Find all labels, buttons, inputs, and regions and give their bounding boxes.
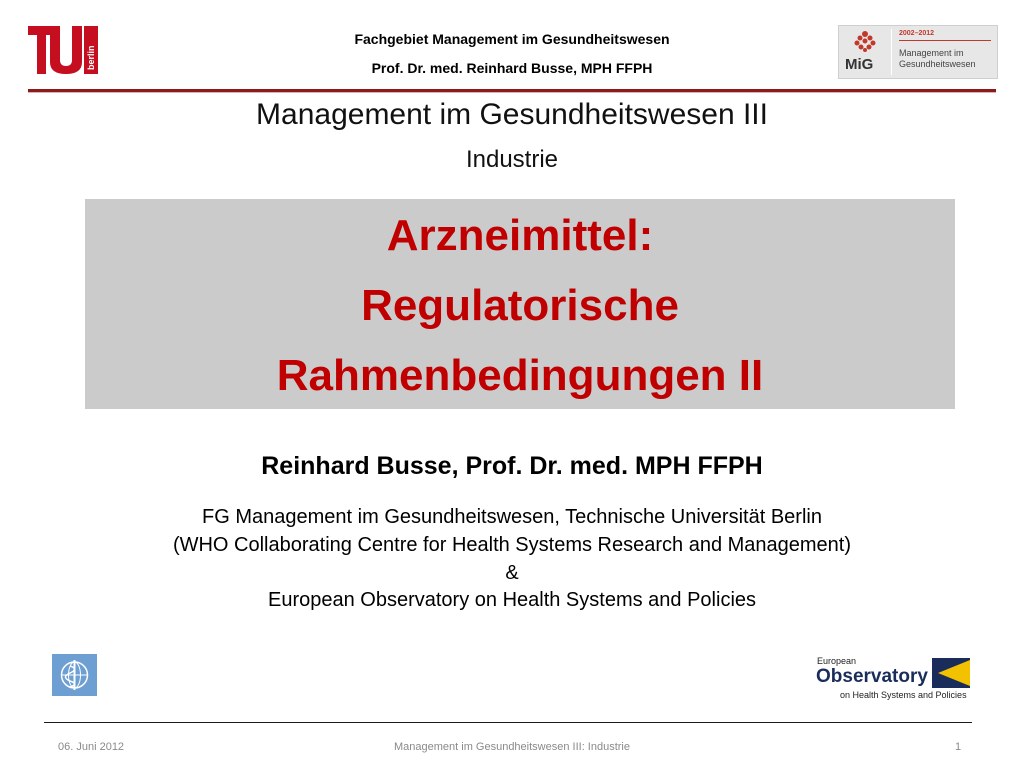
affiliation-line-1: FG Management im Gesundheitswesen, Technische Universität Berlin — [202, 506, 822, 528]
header-department: Fachgebiet Management im Gesundheitswesen — [354, 31, 670, 47]
slide-title: Management im Gesundheitswesen III — [256, 98, 768, 131]
slide-subtitle: Industrie — [465, 146, 559, 173]
who-logo-icon — [52, 654, 97, 696]
footer-title: Management im Gesundheitswesen III: Industrie — [393, 741, 630, 753]
eo-flag-icon — [932, 658, 970, 688]
mig-description — [899, 48, 976, 70]
footer-divider — [44, 722, 972, 723]
highlight-line-2: Regulatorische — [361, 281, 679, 330]
eo-logo-small: European — [817, 656, 857, 666]
mig-years: 2002–2012 — [899, 30, 935, 37]
affiliation-ampersand: & — [505, 562, 519, 584]
eo-logo-sub: on Health Systems and Policies — [840, 690, 967, 700]
footer-page-number: 1 — [955, 741, 962, 753]
header-divider-shadow — [28, 92, 996, 93]
mig-logo — [838, 25, 998, 79]
highlight-line-1: Arzneimittel: — [386, 211, 654, 260]
mig-desc-line1: Management im — [899, 48, 964, 58]
eo-logo-big: Observatory — [816, 666, 928, 687]
header-professor: Prof. Dr. med. Reinhard Busse, MPH FFPH — [371, 60, 653, 76]
affiliation-line-4: European Observatory on Health Systems and Policies — [267, 589, 757, 611]
highlight-box — [85, 199, 955, 409]
tu-logo-text: berlin — [86, 45, 96, 70]
mig-word: MiG — [845, 56, 874, 73]
european-observatory-logo — [812, 654, 974, 706]
highlight-line-3: Rahmenbedingungen II — [276, 351, 764, 400]
mig-desc-line2: Gesundheitswesen — [899, 59, 976, 69]
mig-divider — [891, 29, 892, 75]
mig-years-underline — [899, 40, 991, 41]
author-name: Reinhard Busse, Prof. Dr. med. MPH FFPH — [261, 452, 763, 480]
affiliation-line-2: (WHO Collaborating Centre for Health Systems Research and Management) — [172, 534, 852, 556]
footer-date: 06. Juni 2012 — [58, 741, 125, 753]
